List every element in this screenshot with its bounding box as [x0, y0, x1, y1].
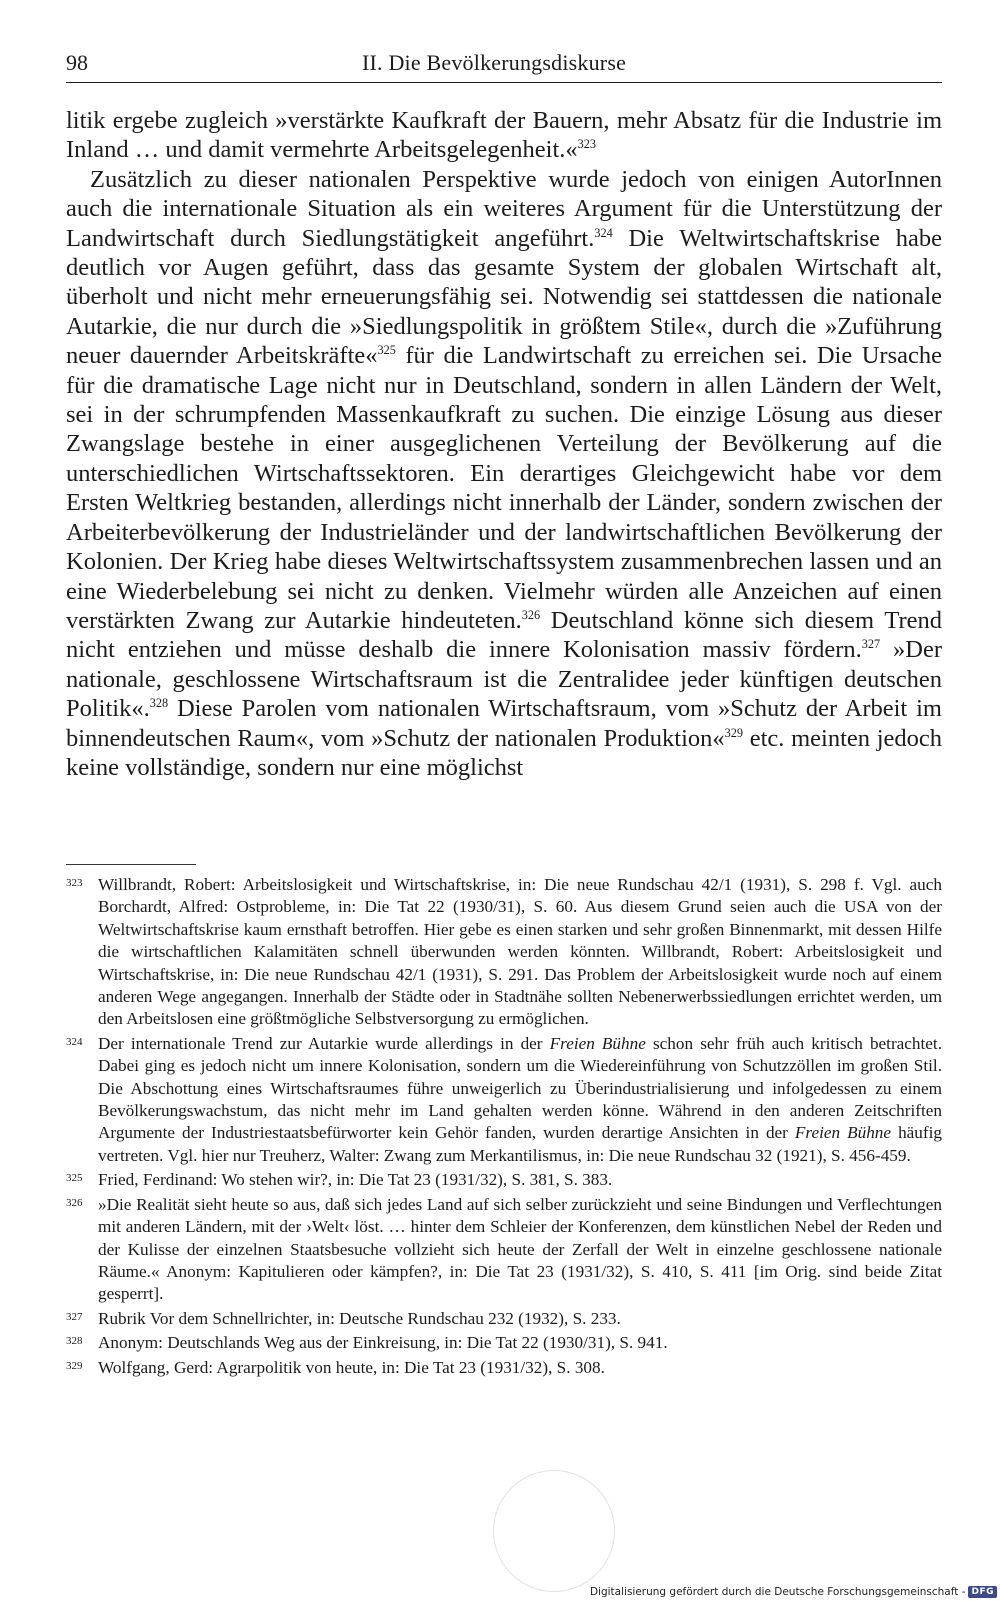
footnote-text: Anonym: Deutschlands Weg aus der Einkreisung, in: Die Tat 22 (1930/31), S. 941. [98, 1333, 668, 1353]
footnote-number: 323 [66, 877, 83, 889]
footnote-text-part: schon sehr früh auch kritisch betrachtet. Dabei ging es jedoch nicht um innere Kolonisation, sondern um die Wiedereinführung von Schutzzöllen im großen Stil. Die Abschottung eines Wirtschaftsraumes führe unweigerlich zu Überindustrialisierung und infolgedessen zu einem Bevölkerungswachstum, das nicht mehr im Land gehalten werden könne. Während in den anderen Zeitschriften Argumente der Industriestaatsbefürworter kein Gehör fanden, wurden derartige Ansichten in der [98, 1033, 942, 1143]
running-header [66, 46, 942, 83]
footnote-number: 328 [66, 1335, 83, 1348]
footnote-number: 329 [66, 1359, 83, 1372]
footnote-text: Rubrik Vor dem Schnellrichter, in: Deutsche Rundschau 232 (1932), S. 233. [98, 1308, 621, 1328]
footnotes [66, 874, 942, 1381]
footnote-text-part: Der internationale Trend zur Autarkie wurde allerdings in der [98, 1033, 550, 1053]
footnote-number: 324 [66, 1035, 83, 1048]
footnote-text: Fried, Ferdinand: Wo stehen wir?, in: Die Tat 23 (1931/32), S. 381, S. 383. [98, 1170, 613, 1190]
running-title: II. Die Bevölkerungsdiskurse [362, 50, 627, 75]
paragraph-text: »Der nationale, geschlossene Wirtschaftsraum ist die Zentralidee jeder künftigen deutschen Politik«. [66, 636, 942, 723]
footnote-text [98, 1034, 942, 1165]
credit-text: Digitalisierung gefördert durch die Deutsche Forschungsgemeinschaft - [589, 1586, 966, 1598]
footnote-divider [66, 864, 196, 865]
paragraph-text: Zusätzlich zu dieser nationalen Perspektive wurde jedoch von einigen AutorInnen auch die internationale Situation als ein weiteres Argument für die Unterstützung der Landwirtschaft durch Siedlungstätigkeit angeführt. [66, 165, 942, 252]
footnote-number: 326 [66, 1196, 83, 1209]
footnote-text: »Die Realität sieht heute so aus, daß sich jedes Land auf sich selber zurückzieht und seine Bindungen und Verflechtungen mit anderen Ländern, mit der ›Welt‹ löst. … hinter dem Schleier der Konferenzen, dem künstlichen Nebel der Reden und der Kulisse der einzelnen Staatsbesuche vollzieht sich heute der Zerfall der Welt in einzelne geschlossene nationale Räume.« Anonym: Kapitulieren oder kämpfen?, in: Die Tat 23 (1931/32), S. 410, S. 411 [im Orig. sind beide Zitat gesperrt]. [98, 1194, 942, 1304]
footnote-325 [66, 1169, 942, 1191]
footnote-328 [66, 1332, 942, 1354]
dfg-logo: DFG [968, 1586, 997, 1598]
faded-library-stamp [493, 1470, 615, 1592]
footnote-ref[interactable]: 325 [377, 343, 396, 358]
footnote-326 [66, 1194, 942, 1306]
publication-title: Freien Bühne [549, 1033, 646, 1053]
digitization-credit [590, 1586, 997, 1598]
paragraph-2 [66, 165, 942, 783]
main-text [66, 106, 942, 782]
footnote-ref[interactable]: 327 [861, 637, 881, 652]
footnote-ref[interactable]: 326 [521, 607, 541, 622]
footnote-text: Wolfgang, Gerd: Agrarpolitik von heute, in: Die Tat 23 (1931/32), S. 308. [98, 1357, 605, 1377]
paragraph-1 [66, 106, 942, 165]
footnote-327 [66, 1308, 942, 1330]
paragraph-text: Diese Parolen vom nationalen Wirtschaftsraum, vom »Schutz der Arbeit im binnendeutschen Raum«, vom »Schutz der nationalen Produktion« [66, 695, 942, 752]
footnote-ref[interactable]: 323 [577, 137, 597, 152]
page-number: 98 [66, 50, 88, 75]
footnote-number: 325 [66, 1172, 83, 1185]
paragraph-text: für die Landwirtschaft zu erreichen sei. Die Ursache für die dramatische Lage nicht nur in Deutschland, sondern in allen Ländern der Welt, sei in der schrumpfenden Massenkaufkraft zu suchen. Die einzige Lösung aus dieser Zwangslage bestehe in einer ausgeglichenen Verteilung der Bevölkerung auf die unterschiedlichen Wirtschaftssektoren. Ein derartiges Gleichgewicht habe vor dem Ersten Weltkrieg bestanden, allerdings nicht innerhalb der Länder, sondern zwischen der Arbeiterbevölkerung der Industrieländer und der landwirtschaftlichen Bevölkerung der Kolonien. Der Krieg habe dieses Weltwirtschaftssystem zusammenbrechen lassen und an eine Wiederbelebung sei nicht zu denken. Vielmehr würden alle Anzeichen auf einen verstärkten Zwang zur Autarkie hindeuteten. [66, 342, 942, 634]
footnote-text-part: häufig vertreten. Vgl. hier nur Treuherz, Walter: Zwang zum Merkantilismus, in: Die neue Rundschau 32 (1921), S. 456-459. [98, 1123, 942, 1165]
paragraph-text: litik ergebe zugleich »verstärkte Kaufkraft der Bauern, mehr Absatz für die Industrie im Inland … und damit vermehrte Arbeitsgelegenheit.« [66, 107, 942, 164]
publication-title: Freien Bühne [794, 1123, 892, 1143]
footnote-ref[interactable]: 324 [594, 225, 613, 240]
footnote-324 [66, 1033, 942, 1167]
paragraph-text: Deutschland könne sich diesem Trend nicht entziehen und müsse deshalb die innere Kolonisation massiv fördern. [66, 606, 942, 664]
footnote-text: Willbrandt, Robert: Arbeitslosigkeit und Wirtschaftskrise, in: Die neue Rundschau 42/1 (1931), S. 298 f. Vgl. auch Borchardt, Alfred: Ostprobleme, in: Die Tat 22 (1930/31), S. 60. Aus diesem Grund seien auch die USA von der Weltwirtschaftskrise kaum ernsthaft betroffen. Hier gebe es einen starken und sehr großen Binnenmarkt, mit dessen Hilfe die wirtschaftlichen Kalamitäten schnell überwunden werden könnten. Willbrandt, Robert: Arbeitslosigkeit und Wirtschaftskrise, in: Die neue Rundschau 42/1 (1931), S. 291. Das Problem der Arbeitslosigkeit wurde noch auf einem anderen Wege angegangen. Innerhalb der Städte oder in Stadtnähe sollten Nebenerwerbssiedlungen errichtet werden, um den Arbeitslosen eine größtmögliche Selbstversorgung zu ermöglichen. [98, 875, 942, 1029]
footnote-number: 327 [66, 1310, 83, 1323]
paragraph-text: Die Weltwirtschaftskrise habe deutlich vor Augen geführt, dass das gesamte System der globalen Wirtschaft alt, überholt und nicht mehr erneuerungsfähig sei. Notwendig sei stattdessen die nationale Autarkie, die nur durch die »Siedlungspolitik in größtem Stile«, durch die »Zuführung neuer dauernder Arbeitskräfte« [66, 224, 942, 370]
paragraph-text: etc. meinten jedoch keine vollständige, sondern nur eine möglichst [66, 724, 943, 781]
footnote-323 [66, 874, 942, 1031]
footnote-ref[interactable]: 329 [724, 725, 744, 740]
footnote-ref[interactable]: 328 [149, 695, 169, 710]
footnote-329 [66, 1357, 942, 1379]
